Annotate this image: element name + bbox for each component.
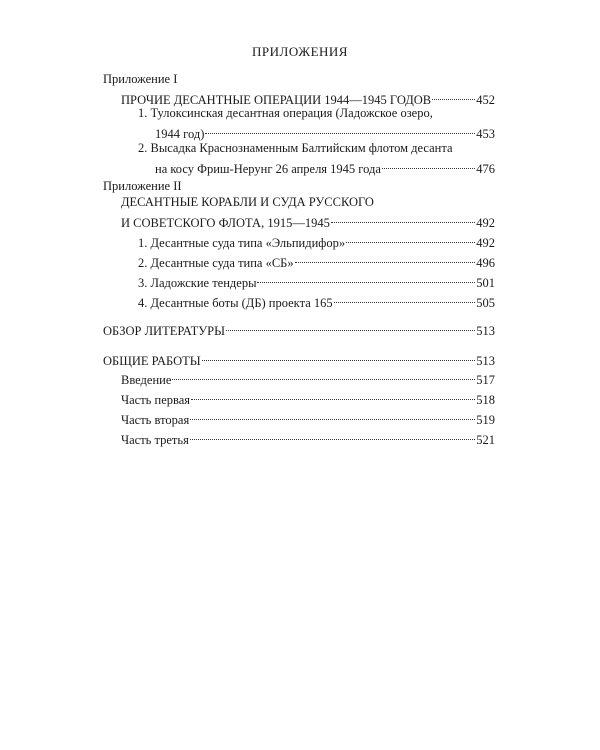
dot-leader (331, 206, 475, 223)
toc-entry-text: ПРОЧИЕ ДЕСАНТНЫЕ ОПЕРАЦИИ 1944—1945 ГОДОВ (121, 93, 432, 107)
dot-leader (202, 344, 476, 361)
dot-leader (205, 117, 475, 134)
toc-page-number: 513 (476, 324, 495, 338)
dot-leader (334, 286, 476, 303)
page-heading: ПРИЛОЖЕНИЯ (252, 44, 348, 59)
toc-page-number: 492 (476, 236, 495, 250)
toc-page-number: 518 (476, 393, 495, 407)
toc-entry-text: 3. Ладожские тендеры (138, 276, 257, 290)
toc-page-number: 513 (476, 354, 495, 368)
toc-entry-text: 2. Высадка Краснознаменным Балтийским флотом десанта (138, 141, 453, 155)
toc-entry-text: ДЕСАНТНЫЕ КОРАБЛИ И СУДА РУССКОГО (121, 195, 374, 209)
dot-leader (191, 383, 475, 400)
dot-leader (346, 226, 475, 243)
toc-entry-appendix-1-item-1[interactable] (155, 121, 495, 142)
toc-entry-text: 2. Десантные суда типа «СБ» (138, 256, 294, 270)
toc-entry-text: И СОВЕТСКОГО ФЛОТА, 1915—1945 (121, 216, 330, 230)
toc-page-number: 519 (476, 413, 495, 427)
toc-entry-appendix-2-item-4[interactable] (138, 290, 495, 311)
toc-entry-literature[interactable] (103, 318, 495, 339)
toc-entry-text: Часть первая (121, 393, 191, 407)
toc-entry-text: на косу Фриш-Нерунг 26 апреля 1945 года (155, 162, 381, 176)
toc-entry-text: Часть вторая (121, 413, 190, 427)
toc-entry-text: 1. Десантные суда типа «Эльпидифор» (138, 236, 346, 250)
toc-entry-text: ОБЗОР ЛИТЕРАТУРЫ (103, 324, 225, 338)
dot-leader (190, 423, 475, 440)
toc-entry-text: 1944 год) (155, 127, 205, 141)
appendix-2-label: Приложение II (103, 179, 182, 193)
toc-entry-text: 1. Тулоксинская десантная операция (Ладожское озеро, (138, 106, 433, 120)
toc-page-number: 453 (476, 127, 495, 141)
dot-leader (190, 403, 475, 420)
toc-page-number: 517 (476, 373, 495, 387)
toc-entry-general-item-4[interactable] (121, 427, 495, 448)
toc-page-number: 476 (476, 162, 495, 176)
toc-page-number: 521 (476, 433, 495, 447)
appendix-1-label: Приложение I (103, 72, 178, 86)
dot-leader (295, 246, 476, 263)
toc-page-number: 496 (476, 256, 495, 270)
toc-page-number: 492 (476, 216, 495, 230)
toc-entry-text: 4. Десантные боты (ДБ) проекта 165 (138, 296, 333, 310)
toc-page-number: 452 (476, 93, 495, 107)
toc-entry-text: Часть третья (121, 433, 189, 447)
toc-page-number: 501 (476, 276, 495, 290)
dot-leader (432, 83, 475, 100)
dot-leader (172, 363, 475, 380)
toc-entry-text: ОБЩИЕ РАБОТЫ (103, 354, 201, 368)
dot-leader (257, 266, 475, 283)
toc-page-number: 505 (476, 296, 495, 310)
dot-leader (382, 152, 475, 169)
toc-entry-text: Введение (121, 373, 172, 387)
dot-leader (226, 314, 475, 331)
toc-entry-appendix-1-item-2[interactable] (155, 156, 495, 177)
